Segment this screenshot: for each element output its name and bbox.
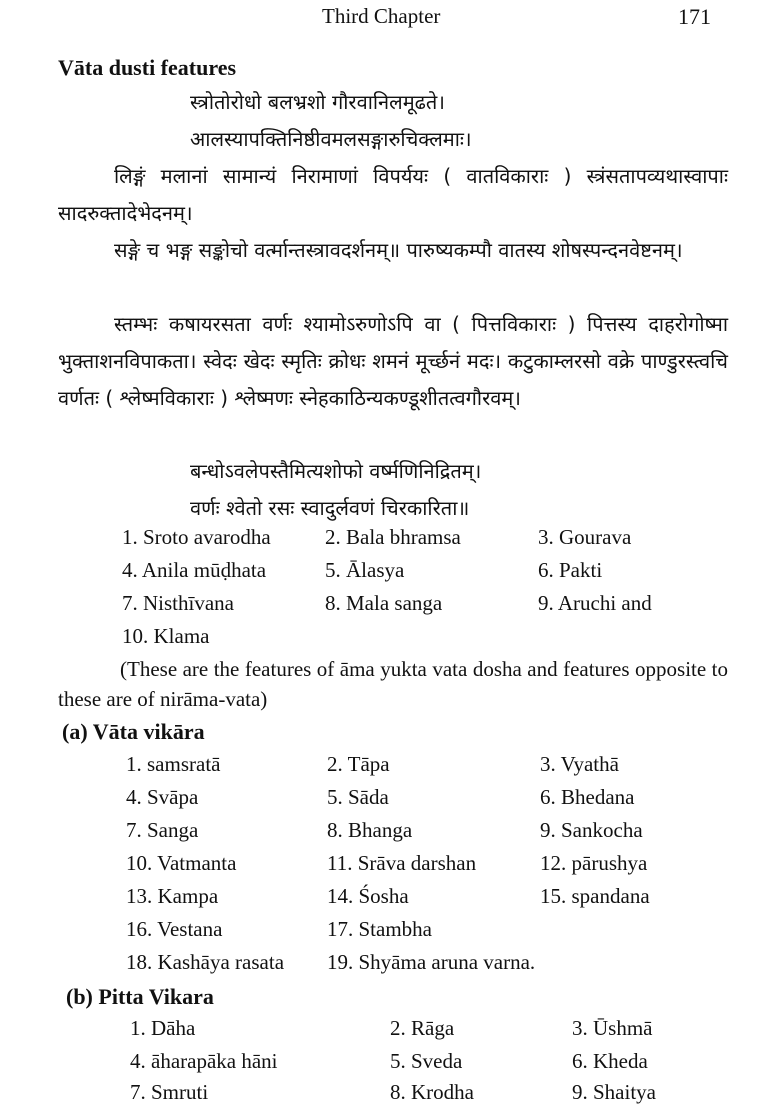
sanskrit-paragraph-2: सङ्गे च भङ्ग सङ्कोचो वर्त्मान्तस्त्रावदर्शनम्॥ पारुष्यकम्पौ वातस्य शोषस्पन्दनवेष्टनम्।	[114, 238, 683, 262]
list-item: 3. Vyathā	[540, 752, 619, 776]
list-item: 16. Vestana	[126, 917, 223, 941]
list-item: 13. Kampa	[126, 884, 219, 908]
page-number: 171	[678, 4, 711, 29]
list-item: 1. Sroto avarodha	[122, 525, 271, 549]
chapter-title: Third Chapter	[322, 4, 441, 28]
list-item: 14. Śosha	[327, 884, 409, 908]
list-item: 9. Sankocha	[540, 818, 643, 842]
list-item: 7. Nisthīvana	[122, 591, 234, 615]
sanskrit-verse-3: बन्धोऽवलेपस्तैमित्यशोफो वर्ष्मणिनिद्रितम्।	[190, 459, 482, 483]
section-heading-pitta-vikara: (b) Pitta Vikara	[66, 984, 214, 1009]
list-item: 3. Gourava	[538, 525, 632, 549]
sanskrit-verse-4: वर्णः श्वेतो रसः स्वादुर्लवणं चिरकारिता॥	[190, 496, 470, 520]
list-item: 12. pārushya	[540, 851, 648, 875]
list-item: 11. Srāva darshan	[327, 851, 477, 875]
list-item: 17. Stambha	[327, 917, 432, 941]
list-item: 5. Ālasya	[325, 558, 405, 582]
list-item: 4. Anila mūḍhata	[122, 558, 267, 582]
list-item: 6. Kheda	[572, 1049, 648, 1073]
sanskrit-verse-1: स्त्रोतोरोधो बलभ्रशो गौरवानिलमूढते।	[190, 90, 445, 114]
sanskrit-paragraph-1: लिङ्गं मलानां सामान्यं निरामाणां विपर्ययः ( वातविकाराः ) स्त्रंसतापव्यथास्वापाः सादरुक्तादेभेदनम्।	[58, 164, 728, 225]
list-item: 15. spandana	[540, 884, 650, 908]
section-heading-vata-dusti: Vāta dusti features	[58, 55, 237, 80]
ama-vata-note: (These are the features of āma yukta vata dosha and features opposite to these are of nirāma-vata)	[58, 657, 728, 711]
list-item: 18. Kashāya rasata	[126, 950, 285, 974]
list-item: 4. āharapāka hāni	[130, 1049, 278, 1073]
sanskrit-paragraph-3: स्तम्भः कषायरसता वर्णः श्यामोऽरुणोऽपि वा ( पित्तविकाराः ) पित्तस्य दाहरोगोष्मा भुक्ताशनविपाकता। स्वेदः खेदः स्मृतिः क्रोधः शमनं मूर्च्छनं मदः। कटुकाम्लरसो वक्रे पाण्डुरस्त्वचि वर्णतः ( श्लेष्मविकाराः ) श्लेष्मणः स्नेहकाठिन्यकण्डूशीतत्वगौरवम्।	[58, 312, 728, 410]
list-item: 7. Sanga	[126, 818, 199, 842]
list-item: 8. Bhanga	[327, 818, 413, 842]
list-item: 5. Sveda	[390, 1049, 463, 1073]
sanskrit-verse-2: आलस्यापक्तिनिष्ठीवमलसङ्गारुचिक्लमाः।	[190, 127, 472, 151]
list-item: 3. Ūshmā	[572, 1016, 653, 1040]
list-item: 2. Tāpa	[327, 752, 390, 776]
section-heading-vata-vikara: (a) Vāta vikāra	[62, 719, 205, 744]
list-item: 6. Bhedana	[540, 785, 635, 809]
list-item: 8. Mala sanga	[325, 591, 443, 615]
list-item: 4. Svāpa	[126, 785, 199, 809]
list-item: 7. Smruti	[130, 1080, 209, 1104]
list-item: 2. Bala bhramsa	[325, 525, 461, 549]
list-item: 5. Sāda	[327, 785, 389, 809]
list-item: 9. Aruchi and	[538, 591, 652, 615]
page-header	[0, 4, 780, 32]
list-item: 2. Rāga	[390, 1016, 455, 1040]
list-item: 10. Vatmanta	[126, 851, 237, 875]
list-item: 10. Klama	[122, 624, 210, 648]
list-item: 8. Krodha	[390, 1080, 474, 1104]
list-item: 1. samsratā	[126, 752, 221, 776]
list-item: 9. Shaitya	[572, 1080, 656, 1104]
list-item: 19. Shyāma aruna varna.	[327, 950, 536, 974]
list-item: 6. Pakti	[538, 558, 603, 582]
list-item: 1. Dāha	[130, 1016, 196, 1040]
